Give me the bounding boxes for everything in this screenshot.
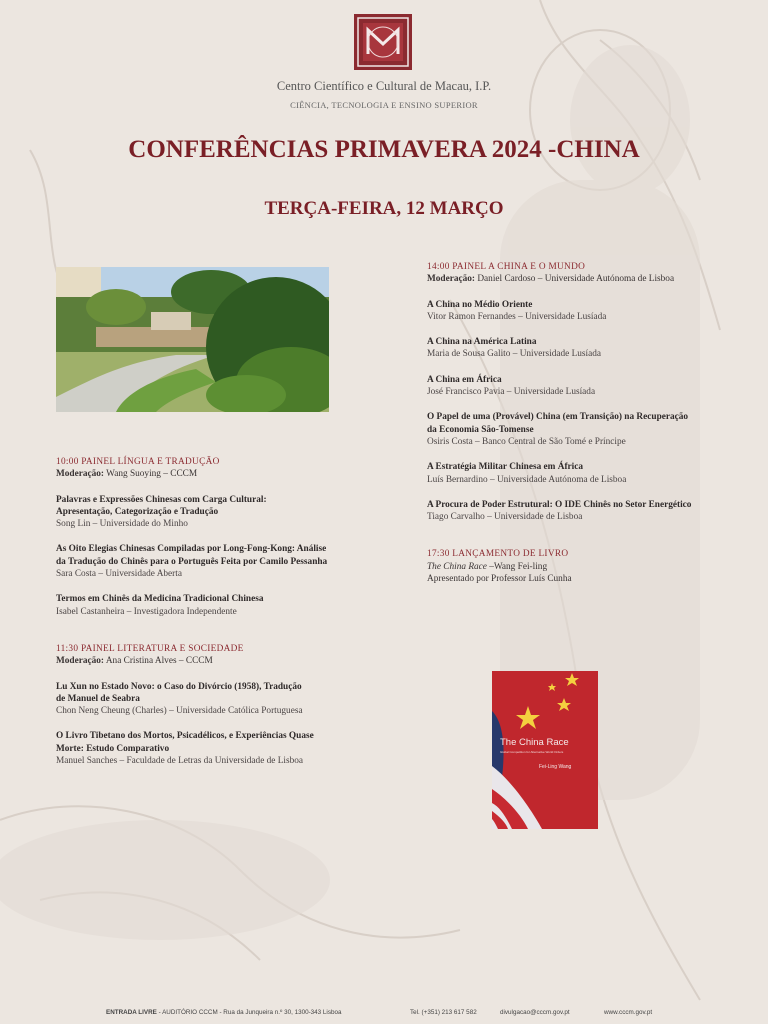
talk-speaker: Sara Costa – Universidade Aberta [56, 569, 182, 580]
talk-speaker: Luís Bernardino – Universidade Autónoma de Lisboa [427, 474, 627, 485]
footer-email-link[interactable]: divulgacao@cccm.gov.pt [500, 1009, 570, 1016]
book-cover [492, 671, 598, 829]
moderation-label: Moderação: [56, 469, 105, 480]
talk-item [427, 499, 747, 524]
talk-item [427, 299, 747, 324]
moderation-label: Moderação: [56, 656, 105, 667]
event-title: CONFERÊNCIAS PRIMAVERA 2024 -CHINA [128, 136, 640, 163]
talk-title: A Estratégia Militar Chinesa em África [427, 462, 584, 473]
moderator: Wang Suoying – CCCM [104, 469, 198, 480]
book-cover-title: The China Race [500, 737, 569, 748]
talk-title: O Livro Tibetano dos Mortos, Psicadélicos, e Experiências Quase Morte: Estudo Comparativo [56, 731, 314, 754]
talk-item [56, 543, 386, 580]
talk-item [56, 730, 386, 767]
panel-heading: 17:30 LANÇAMENTO DE LIVRO [427, 549, 569, 560]
moderator: Ana Cristina Alves – CCCM [104, 656, 213, 667]
moderation-label: Moderação: [427, 274, 476, 285]
footer-address-line [106, 1009, 342, 1016]
talk-speaker: Chon Neng Cheung (Charles) – Universidade Católica Portuguesa [56, 706, 303, 717]
talk-title: As Oito Elegias Chinesas Compiladas por Long-Fong-Kong: Análise da Tradução do Chinês para o Português Feita por Camilo Pessanha [56, 544, 328, 567]
moderation [56, 655, 386, 667]
talk-title: A China na América Latina [427, 337, 537, 348]
talk-speaker: Maria de Sousa Galito – Universidade Lusíada [427, 349, 602, 360]
talk-title: Lu Xun no Estado Novo: o Caso do Divórcio (1958), Tradução de Manuel de Seabra [56, 681, 302, 704]
talk-speaker: Song Lin – Universidade do Minho [56, 519, 188, 530]
talk-title: O Papel de uma (Provável) China (em Transição) na Recuperação da Economia São-Tomense [427, 412, 689, 435]
moderation [56, 468, 386, 480]
footer-address: - AUDITÓRIO CCCM - Rua da Junqueira n.º 30, 1300-343 Lisboa [156, 1009, 342, 1016]
book-author: –Wang Fei-ling [486, 561, 548, 572]
talk-speaker: Tiago Carvalho – Universidade de Lisboa [427, 512, 583, 523]
garden-photo [56, 267, 329, 412]
talk-speaker: Osiris Costa – Banco Central de São Tomé e Príncipe [427, 436, 626, 447]
talk-item [56, 593, 386, 618]
footer-website-link[interactable]: www.cccm.gov.pt [604, 1009, 653, 1016]
panel-heading: 14:00 PAINEL A CHINA E O MUNDO [427, 262, 586, 272]
talk-title: A China no Médio Oriente [427, 299, 533, 310]
talk-item [427, 411, 747, 448]
talk-item [56, 681, 386, 718]
talk-speaker: Isabel Castanheira – Investigadora Independente [56, 606, 237, 617]
footer-entry: ENTRADA LIVRE [106, 1009, 157, 1016]
cccm-logo [354, 14, 412, 70]
moderator: Daniel Cardoso – Universidade Autónoma de Lisboa [475, 274, 675, 285]
event-date: TERÇA-FEIRA, 12 MARÇO [264, 198, 504, 219]
talk-speaker: José Francisco Pavia – Universidade Lusíada [427, 387, 596, 398]
talk-speaker: Vitor Ramon Fernandes – Universidade Lusíada [427, 311, 607, 322]
panel-heading: 11:30 PAINEL LITERATURA E SOCIEDADE [56, 643, 244, 654]
book-title: The China Race [427, 561, 487, 572]
talk-item [427, 374, 747, 399]
book-line [427, 561, 747, 573]
left-program-column [56, 456, 386, 767]
presented-by: Apresentado por Professor Luís Cunha [427, 574, 572, 585]
talk-title: A China em África [427, 374, 502, 385]
talk-item [427, 336, 747, 361]
talk-title: A Procura de Poder Estrutural: O IDE Chinês no Setor Energético [427, 499, 692, 510]
book-cover-author: Fei-Ling Wang [539, 764, 572, 770]
footer-phone: Tel. (+351) 213 617 582 [410, 1009, 477, 1016]
moderation [427, 273, 747, 285]
book-cover-subtitle: Global Competition for Alternative World Orders [500, 750, 564, 754]
panel-heading: 10:00 PAINEL LÍNGUA E TRADUÇÃO [56, 457, 220, 467]
talk-title: Palavras e Expressões Chinesas com Carga Cultural: Apresentação, Categorização e Tradução [56, 494, 267, 517]
org-name: Centro Científico e Cultural de Macau, I.P. [276, 79, 492, 93]
talk-item [427, 461, 747, 486]
talk-speaker: Manuel Sanches – Faculdade de Letras da Universidade de Lisboa [56, 756, 304, 767]
right-program-column [427, 261, 747, 585]
org-subtitle: CIÊNCIA, TECNOLOGIA E ENSINO SUPERIOR [290, 100, 478, 110]
talk-title: Termos em Chinês da Medicina Tradicional Chinesa [56, 594, 264, 605]
talk-item [56, 494, 386, 531]
